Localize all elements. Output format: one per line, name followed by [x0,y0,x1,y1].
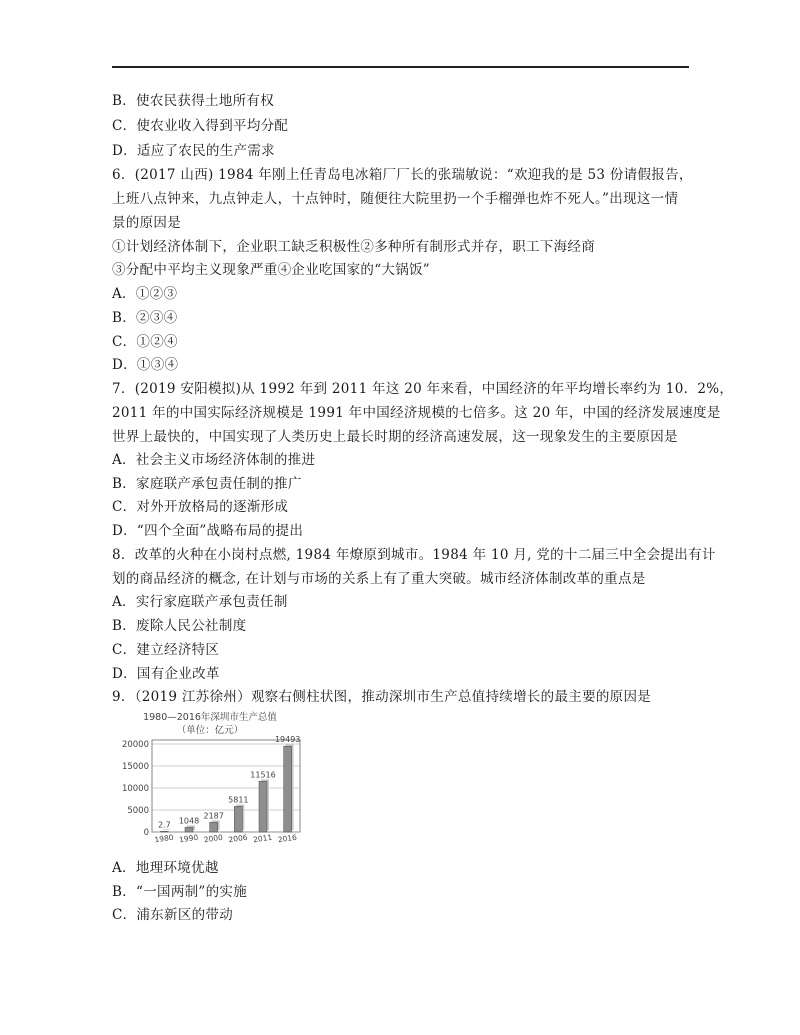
header-rule [112,66,689,68]
q6-stem-line: 6．(2017 山西) 1984 年刚上任青岛电冰箱厂厂长的张瑞敏说：“欢迎我的是 53 份请假报告， [112,167,693,183]
q8-stem-line: 划的商品经济的概念, 在计划与市场的关系上有了重大突破。城市经济体制改革的重点是 [112,571,646,587]
q5-option-b: B．使农民获得土地所有权 [112,93,275,109]
q7-option-a: A．社会主义市场经济体制的推进 [112,452,316,468]
q6-stem-line: ①计划经济体制下，企业职工缺乏积极性②多种所有制形式并存，职工下海经商 [112,239,595,255]
bar [160,831,168,832]
chart-subtitle: （单位：亿元） [176,725,244,736]
q9-option-b: B．“一国两制”的实施 [112,884,248,900]
x-tick-label: 1990 [178,832,199,845]
bar [284,746,292,832]
y-tick-label: 5000 [127,806,149,816]
q5-option-d: D．适应了农民的生产需求 [112,143,275,159]
bar [259,781,267,832]
y-tick-label: 15000 [121,762,149,772]
y-tick-label: 10000 [121,784,149,794]
q6-stem-line: ③分配中平均主义现象严重④企业吃国家的“大锅饭” [112,262,431,278]
q9-stem: 9．（2019 江苏徐州）观察右侧柱状图，推动深圳市生产总值持续增长的最主要的原因是 [112,689,652,705]
bar-shadow [162,829,170,830]
q6-option-a: A．①②③ [112,286,178,302]
q8-stem-line: 8．改革的火种在小岗村点燃, 1984 年燎原到城市。1984 年 10 月, 党的十二届三中全会提出有计 [112,547,716,563]
q8-option-c: C．建立经济特区 [112,642,220,658]
x-tick-label: 2006 [227,832,249,845]
q6-option-d: D．①③④ [112,357,179,373]
value-label: 5811 [228,795,249,805]
value-label: 2.7 [157,820,171,830]
q6-stem-line: 景的原因是 [112,215,181,231]
q8-option-b: B．废除人民公社制度 [112,618,247,634]
q6-option-c: C．①②④ [112,334,178,350]
value-label: 1048 [178,816,200,826]
value-label: 19493 [274,735,301,745]
chart-title: 1980—2016年深圳市生产总值 [143,712,277,723]
gdp-bar-chart [112,708,312,848]
q6-stem-line: 上班八点钟来，九点钟走人，十点钟时，随便往大院里扔一个手榴弹也炸不死人。”出现这一情 [112,191,679,207]
value-label: 2187 [203,811,224,821]
q7-option-b: B．家庭联产承包责任制的推广 [112,476,302,492]
q7-stem-line: 7．(2019 安阳模拟)从 1992 年到 2011 年这 20 年来看，中国经济的年平均增长率约为 10．2%， [112,381,734,397]
y-tick-label: 20000 [121,740,149,750]
q6-option-b: B．②③④ [112,310,178,326]
bar [234,806,242,832]
q7-option-d: D．“四个全面”战略布局的提出 [112,523,304,539]
q9-option-c: C．浦东新区的带动 [112,907,234,923]
q8-option-a: A．实行家庭联产承包责任制 [112,594,288,610]
q7-option-c: C．对外开放格局的逐渐形成 [112,499,289,515]
y-tick-label: 0 [143,828,149,838]
x-tick-label: 2011 [252,832,273,845]
bar [185,827,193,832]
q7-stem-line: 2011 年的中国实际经济规模是 1991 年中国经济规模的七倍多。这 20 年，中国的经济发展速度是 [112,405,721,421]
q5-option-c: C．使农业收入得到平均分配 [112,118,289,134]
x-tick-label: 2000 [203,832,224,845]
value-label: 11516 [250,770,276,780]
chart-frame [152,740,300,832]
q8-option-d: D．国有企业改革 [112,666,220,682]
q7-stem-line: 世界上最快的，中国实现了人类历史上最长时期的经济高速发展，这一现象发生的主要原因是 [112,429,678,445]
chart-grid [152,740,300,832]
x-tick-label: 1980 [153,832,175,845]
bar [210,822,218,832]
q9-option-a: A．地理环境优越 [112,860,219,876]
x-tick-label: 2016 [277,832,298,845]
